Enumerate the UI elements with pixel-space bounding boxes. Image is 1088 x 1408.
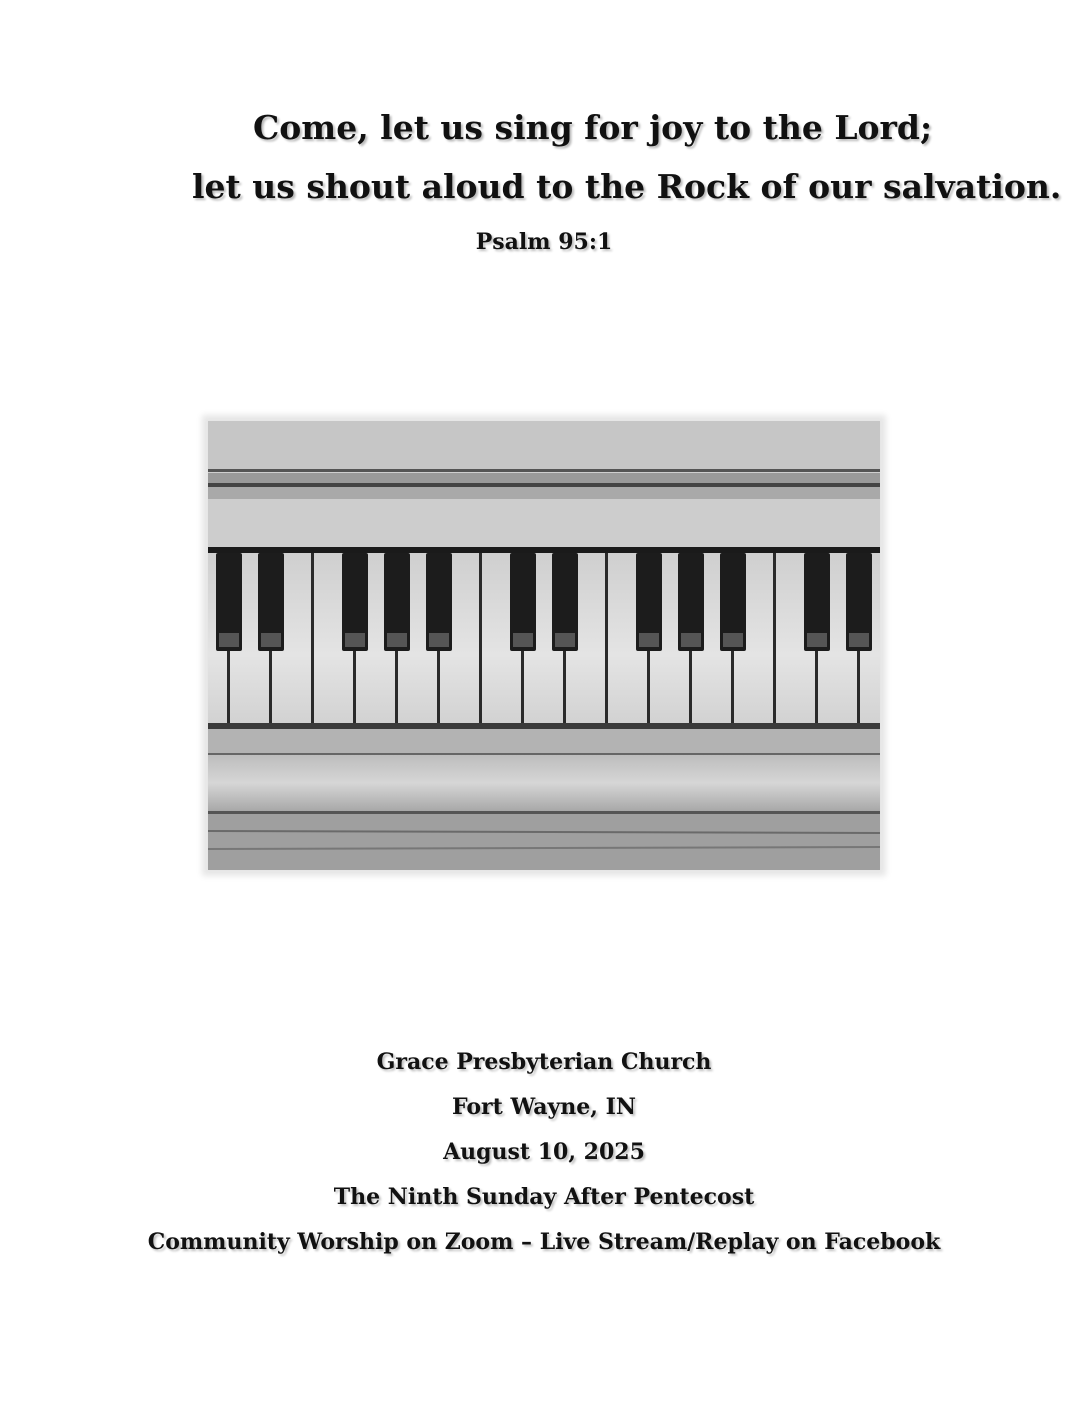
piano-fallboard (208, 499, 880, 549)
black-key-highlight (387, 633, 407, 647)
liturgical-occasion: The Ninth Sunday After Pentecost (333, 1184, 755, 1210)
church-info (0, 1040, 1088, 1265)
black-key-highlight (807, 633, 827, 647)
black-key-highlight (723, 633, 743, 647)
key-gap (311, 553, 314, 723)
piano-top-board (208, 421, 880, 469)
black-key-highlight (345, 633, 365, 647)
service-date: August 10, 2025 (443, 1139, 645, 1165)
black-key-highlight (639, 633, 659, 647)
white-keys (208, 553, 880, 723)
key-gap (479, 553, 482, 723)
piano-keys-photo (208, 421, 880, 870)
black-key-highlight (219, 633, 239, 647)
verse-line-2: let us shout aloud to the Rock of our salvation. (192, 167, 1062, 206)
scripture-reference: Psalm 95:1 (475, 229, 613, 255)
black-key-highlight (429, 633, 449, 647)
black-key-highlight (849, 633, 869, 647)
black-key-highlight (261, 633, 281, 647)
black-key-highlight (555, 633, 575, 647)
piano-key-slip (208, 729, 880, 753)
key-gap (773, 553, 776, 723)
piano-lower-panel (208, 755, 880, 811)
church-location: Fort Wayne, IN (451, 1094, 637, 1120)
verse-line-1: Come, let us sing for joy to the Lord; (253, 108, 933, 147)
black-key-highlight (681, 633, 701, 647)
church-name: Grace Presbyterian Church (376, 1049, 712, 1075)
broadcast-info: Community Worship on Zoom – Live Stream/Replay on Facebook (147, 1229, 941, 1255)
black-key-highlight (513, 633, 533, 647)
key-gap (605, 553, 608, 723)
piano-illustration (208, 421, 880, 870)
